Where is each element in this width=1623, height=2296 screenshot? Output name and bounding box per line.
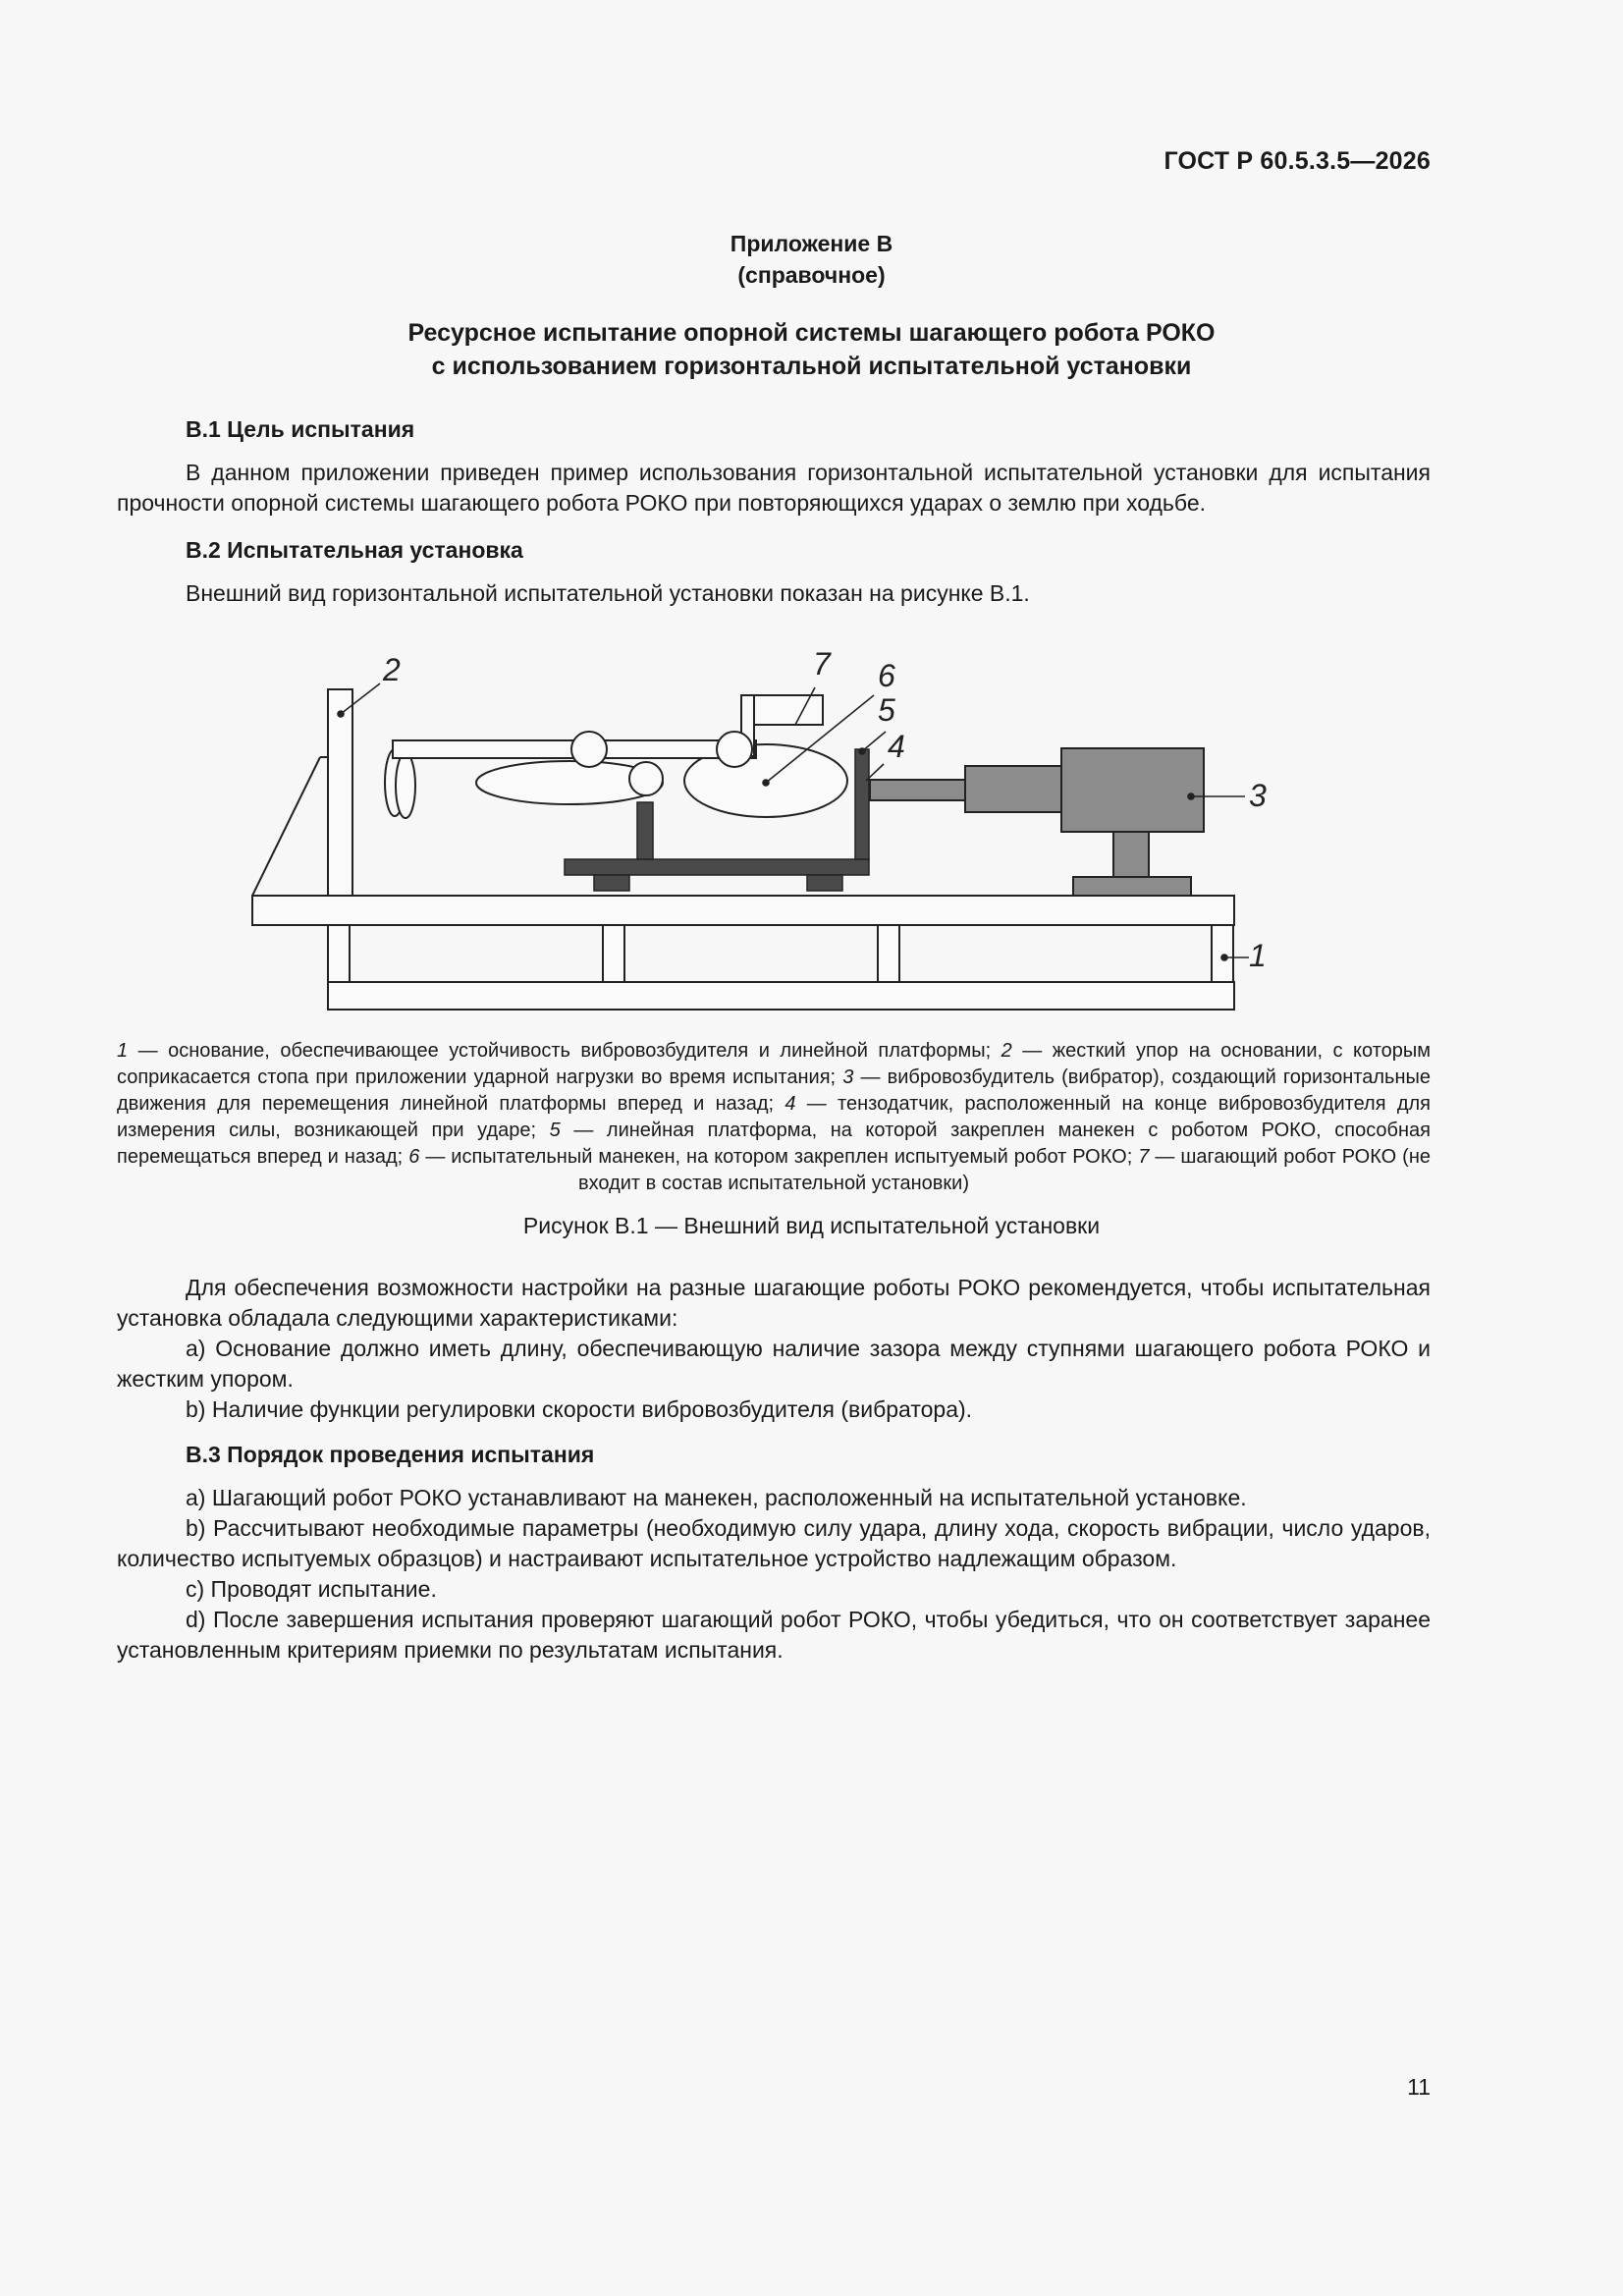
annex-title: Приложение В (730, 231, 893, 256)
section-b1-heading: В.1 Цель испытания (186, 416, 415, 442)
section-b2-heading: В.2 Испытательная установка (186, 537, 523, 563)
requirement-item: b) Наличие функции регулировки скорости вибровозбудителя (вибратора). (186, 1396, 973, 1422)
figure-legend (117, 1038, 1431, 1197)
requirements-block (117, 1273, 1431, 1425)
rigid-stop (252, 689, 352, 896)
annex-heading (0, 228, 1623, 291)
legend-entry: 2 — жесткий упор на основании, с которым соприкасается стопа при приложении ударной нагрузки во время испытания; (117, 1040, 1432, 1088)
section-b2-text: Внешний вид горизонтальной испытательной установки показан на рисунке В.1. (186, 580, 1030, 606)
section-b2 (117, 535, 1431, 609)
callout-label-3: 3 (1249, 778, 1267, 813)
legend-entry: 1 — основание, обеспечивающее устойчивость вибровозбудителя и линейной платформы; (117, 1040, 1001, 1062)
procedure-item: b) Рассчитывают необходимые параметры (необходимую силу удара, длину хода, скорость вибрации, число ударов, количество испытуемых образцов) и настраивают испытательное устройство надлежащим образом. (117, 1515, 1431, 1571)
callout-label-5: 5 (878, 692, 895, 728)
procedure-item: c) Проводят испытание. (186, 1576, 437, 1602)
callout-label-1: 1 (1249, 938, 1267, 973)
section-b1-text: В данном приложении приведен пример использования горизонтальной испытательной установки для испытания прочности опорной системы шагающего робота РОКО при повторяющихся ударах о землю при ходьбе. (117, 460, 1431, 516)
procedure-list (117, 1483, 1431, 1666)
vibrator (870, 748, 1204, 896)
callout-label-4: 4 (888, 729, 905, 764)
legend-entry: 3 — вибровозбудитель (вибратор), создающий горизонтальные движения для перемещения линейной платформы вперед и назад; (117, 1066, 1431, 1115)
procedure-item: d) После завершения испытания проверяют шагающий робот РОКО, чтобы убедиться, что он соответствует заранее установленным критериям приемки по результатам испытания. (117, 1607, 1431, 1663)
requirement-item: a) Основание должно иметь длину, обеспечивающую наличие зазора между ступнями шагающего робота РОКО и жестким упором. (117, 1336, 1431, 1392)
base-frame (252, 896, 1234, 1010)
annex-subtitle: (справочное) (737, 262, 886, 288)
legend-entry: 6 — испытательный манекен, на котором закреплен испытуемый робот РОКО; (408, 1146, 1139, 1168)
legend-entry: 4 — тензодатчик, расположенный на конце вибровозбудителя для измерения силы, возникающей при ударе; (117, 1093, 1431, 1141)
legend-entry: 7 — шагающий робот РОКО (не входит в состав испытательной установки) (578, 1146, 1432, 1194)
callout-label-6: 6 (878, 658, 895, 693)
section-b1 (117, 414, 1431, 519)
section-b3 (117, 1440, 1431, 1666)
title-line-2: с использованием горизонтальной испытательной установки (431, 353, 1192, 380)
test-rig-figure (245, 633, 1296, 1026)
page-number: 11 (1407, 2074, 1431, 2100)
section-b3-heading: В.3 Порядок проведения испытания (186, 1442, 595, 1467)
requirements-intro: Для обеспечения возможности настройки на разные шагающие роботы РОКО рекомендуется, чтобы испытательная установка обладала следующими характеристиками: (117, 1275, 1431, 1331)
document-title (0, 316, 1623, 383)
procedure-item: a) Шагающий робот РОКО устанавливают на манекен, расположенный на испытательной установке. (186, 1485, 1247, 1510)
title-line-1: Ресурсное испытание опорной системы шагающего робота РОКО (407, 319, 1216, 347)
callout-label-7: 7 (813, 646, 831, 682)
standard-number: ГОСТ Р 60.5.3.5—2026 (1163, 147, 1431, 175)
legend-entry: 5 — линейная платформа, на которой закреплен манекен с роботом РОКО, способная перемещаться вперед и назад; (117, 1120, 1431, 1168)
callout-label-2: 2 (383, 652, 401, 687)
figure-caption: Рисунок В.1 — Внешний вид испытательной установки (522, 1213, 1101, 1238)
